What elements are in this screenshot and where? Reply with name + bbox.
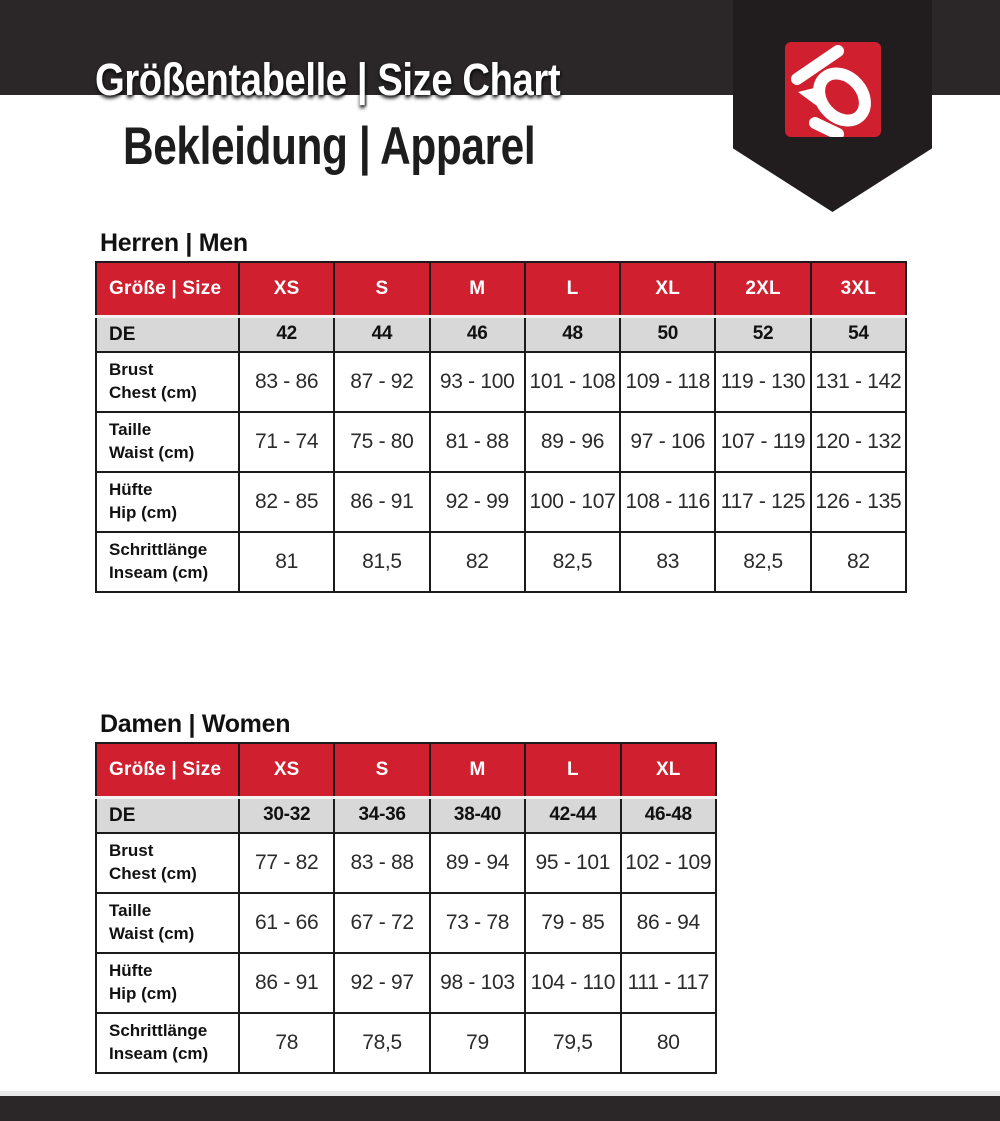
size-value-cell: 78,5 [334,1013,429,1073]
size-value-cell: 93 - 100 [430,352,525,412]
row-label [96,532,239,592]
size-value-cell: 98 - 103 [430,953,525,1013]
size-value-cell: 95 - 101 [525,833,620,893]
size-value-cell: 89 - 96 [525,412,620,472]
size-value-cell: 83 - 86 [239,352,334,412]
size-column-header: XL [621,743,716,797]
size-value-cell: 87 - 92 [334,352,429,412]
men-section-title: Herren | Men [100,229,248,257]
size-value-cell: 120 - 132 [811,412,906,472]
men-section [95,228,907,593]
size-value-cell: 44 [334,316,429,352]
table-row [96,797,716,833]
size-label-header: Größe | Size [96,743,239,797]
women-section [95,709,717,1074]
size-value-cell: 82 [811,532,906,592]
table-row [96,352,906,412]
row-label-en: Hip (cm) [109,503,177,523]
size-value-cell: 79,5 [525,1013,620,1073]
size-value-cell: 81 - 88 [430,412,525,472]
row-label-de: Schrittlänge [109,540,208,560]
size-value-cell: 111 - 117 [621,953,716,1013]
table-row [96,316,906,352]
row-label-en: Waist (cm) [109,924,195,944]
size-value-cell: 50 [620,316,715,352]
size-value-cell: 83 - 88 [334,833,429,893]
size-value-cell: 77 - 82 [239,833,334,893]
five-ten-logo-icon [785,42,881,137]
men-size-table [95,261,907,593]
size-value-cell: 80 [621,1013,716,1073]
size-column-header: M [430,743,525,797]
row-label [96,893,239,953]
table-row [96,953,716,1013]
size-value-cell: 54 [811,316,906,352]
size-column-header: S [334,743,429,797]
row-label [96,352,239,412]
size-value-cell: 86 - 91 [239,953,334,1013]
row-label-de: Hüfte [109,961,153,981]
size-column-header: XL [620,262,715,316]
row-label-en: Inseam (cm) [109,563,209,583]
size-value-cell: 71 - 74 [239,412,334,472]
row-label-de: DE [109,323,136,345]
size-value-cell: 79 [430,1013,525,1073]
size-value-cell: 75 - 80 [334,412,429,472]
size-value-cell: 97 - 106 [620,412,715,472]
brand-pennant-ribbon [733,0,932,212]
row-label [96,412,239,472]
size-value-cell: 78 [239,1013,334,1073]
size-value-cell: 101 - 108 [525,352,620,412]
row-label-de: Brust [109,841,154,861]
row-label [96,953,239,1013]
size-value-cell: 83 [620,532,715,592]
size-value-cell: 107 - 119 [715,412,810,472]
row-label [96,316,239,352]
size-value-cell: 46-48 [621,797,716,833]
size-value-cell: 117 - 125 [715,472,810,532]
size-value-cell: 108 - 116 [620,472,715,532]
size-column-header: 2XL [715,262,810,316]
table-row [96,893,716,953]
table-row [96,833,716,893]
row-label-en: Hip (cm) [109,984,177,1004]
size-value-cell: 89 - 94 [430,833,525,893]
size-value-cell: 79 - 85 [525,893,620,953]
size-value-cell: 86 - 94 [621,893,716,953]
size-value-cell: 38-40 [430,797,525,833]
size-value-cell: 119 - 130 [715,352,810,412]
row-label-de: Brust [109,360,154,380]
table-row [96,1013,716,1073]
row-label [96,797,239,833]
row-label-de: DE [109,804,136,826]
size-value-cell: 82 - 85 [239,472,334,532]
size-value-cell: 109 - 118 [620,352,715,412]
row-label-de: Schrittlänge [109,1021,208,1041]
size-value-cell: 34-36 [334,797,429,833]
size-value-cell: 52 [715,316,810,352]
size-column-header: 3XL [811,262,906,316]
size-value-cell: 86 - 91 [334,472,429,532]
size-column-header: L [525,262,620,316]
five-ten-logo [785,42,881,137]
row-label-en: Waist (cm) [109,443,195,463]
size-value-cell: 67 - 72 [334,893,429,953]
size-value-cell: 46 [430,316,525,352]
size-value-cell: 81 [239,532,334,592]
size-value-cell: 82,5 [715,532,810,592]
size-value-cell: 30-32 [239,797,334,833]
table-row [96,472,906,532]
size-value-cell: 61 - 66 [239,893,334,953]
size-value-cell: 73 - 78 [430,893,525,953]
size-value-cell: 92 - 99 [430,472,525,532]
size-table-header-row [96,743,716,797]
row-label-en: Inseam (cm) [109,1044,209,1064]
size-column-header: XS [239,743,334,797]
row-label-de: Taille [109,901,152,921]
size-value-cell: 82 [430,532,525,592]
row-label-de: Taille [109,420,152,440]
size-value-cell: 82,5 [525,532,620,592]
size-value-cell: 42 [239,316,334,352]
size-value-cell: 100 - 107 [525,472,620,532]
footer-bar [0,1091,1000,1121]
row-label [96,472,239,532]
women-size-table [95,742,717,1074]
size-value-cell: 131 - 142 [811,352,906,412]
table-row [96,532,906,592]
size-column-header: M [430,262,525,316]
size-column-header: XS [239,262,334,316]
row-label [96,1013,239,1073]
size-column-header: S [334,262,429,316]
size-value-cell: 104 - 110 [525,953,620,1013]
women-section-title: Damen | Women [100,710,291,738]
row-label-en: Chest (cm) [109,383,197,403]
row-label-de: Hüfte [109,480,153,500]
size-value-cell: 92 - 97 [334,953,429,1013]
size-value-cell: 81,5 [334,532,429,592]
page-subtitle-apparel: Bekleidung | Apparel [123,117,536,176]
size-label-header: Größe | Size [96,262,239,316]
size-table-header-row [96,262,906,316]
size-value-cell: 102 - 109 [621,833,716,893]
table-row [96,412,906,472]
page-title-size-chart: Größentabelle | Size Chart [95,54,561,105]
row-label [96,833,239,893]
size-value-cell: 42-44 [525,797,620,833]
size-value-cell: 48 [525,316,620,352]
size-value-cell: 126 - 135 [811,472,906,532]
size-column-header: L [525,743,620,797]
row-label-en: Chest (cm) [109,864,197,884]
